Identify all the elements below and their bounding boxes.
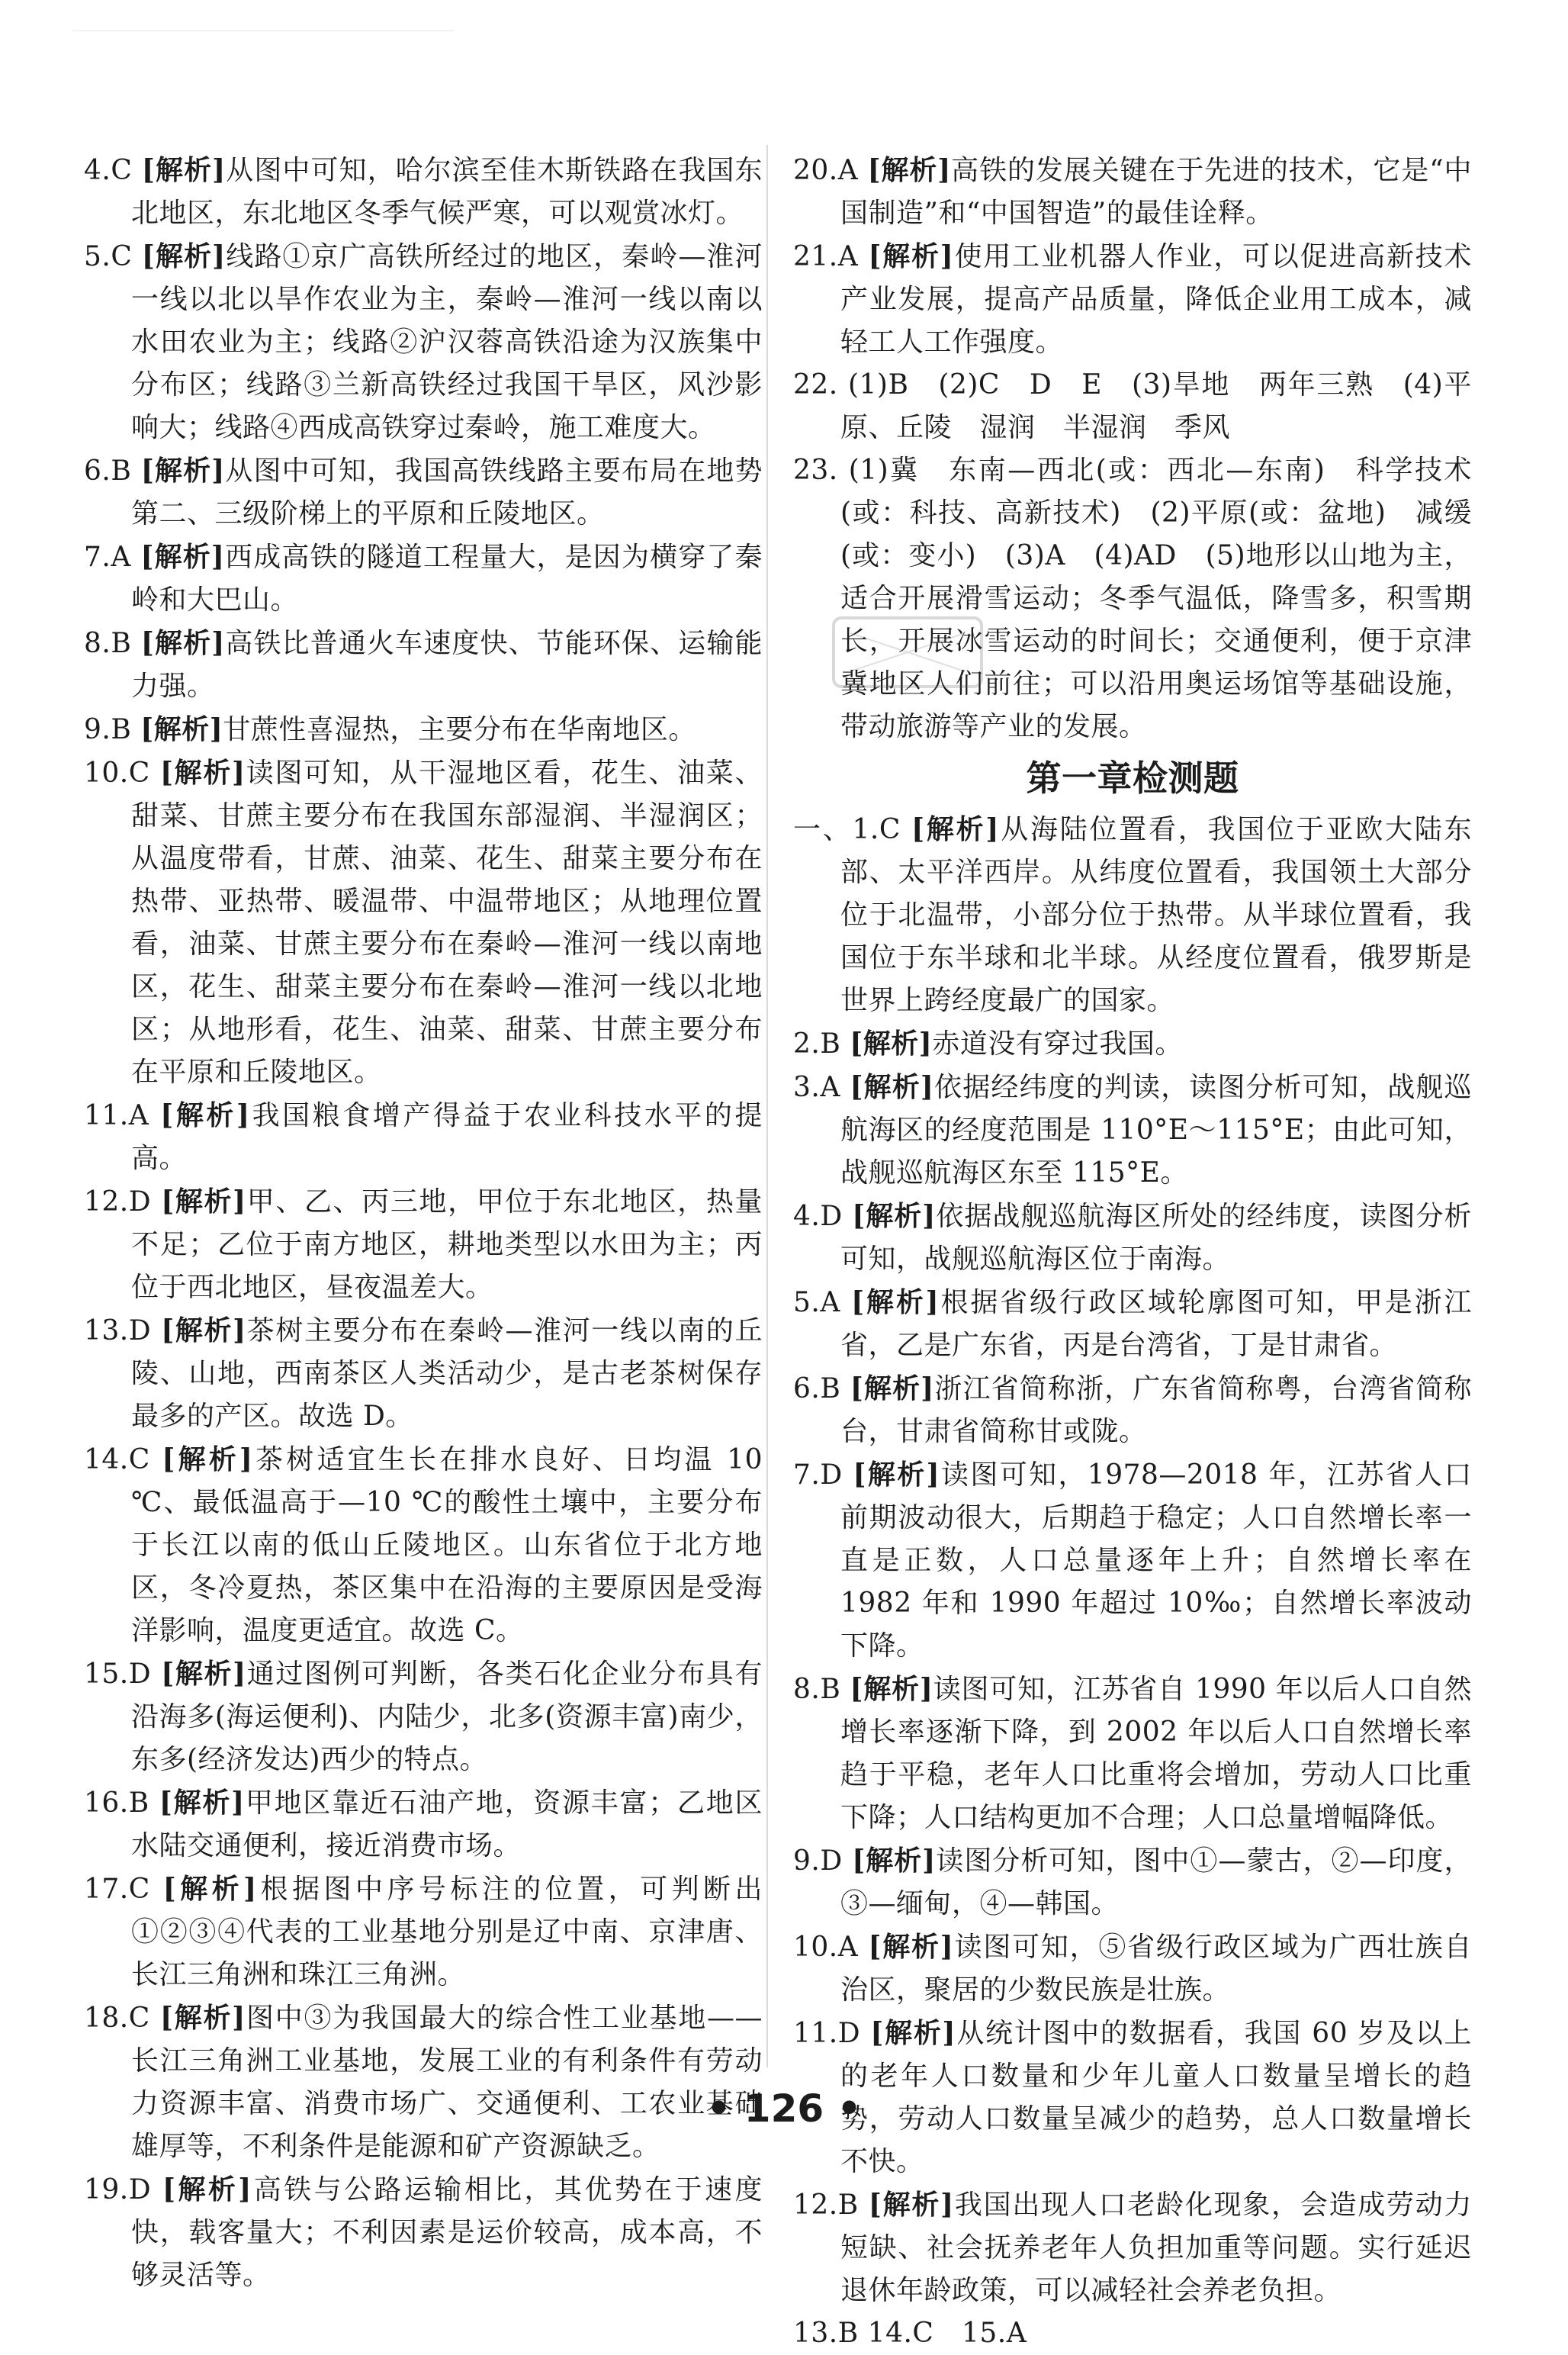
answer-item [793, 1839, 1472, 1926]
answer-text: 从统计图中的数据看，我国 60 岁及以上的老年人口数量和少年儿童人口数量呈增长的趋势，劳动人口数量呈减少的趋势，总人口数量增长不快。 [840, 2018, 1472, 2177]
analysis-tag: [解析] [852, 1845, 936, 1877]
answer-number: 15.D [84, 1658, 152, 1690]
answer-text: 依据经纬度的判读，读图分析可知，战舰巡航海区的经度范围是 110°E～115°E；由此可知，战舰巡航海区东至 115°E。 [840, 1072, 1472, 1189]
answer-text: 根据图中序号标注的位置，可判断出①②③④代表的工业基地分别是辽中南、京津唐、长江三角洲和珠江三角洲。 [131, 1874, 763, 1990]
answer-number: 4.C [84, 155, 133, 186]
answer-number: 一、1.C [793, 814, 901, 845]
answer-number: 6.B [793, 1373, 841, 1404]
analysis-tag: [解析] [850, 1028, 933, 1060]
right-column [793, 149, 1472, 2355]
answer-item [793, 449, 1472, 748]
answer-item [84, 1180, 763, 1309]
answer-text: 从图中可知，哈尔滨至佳木斯铁路在我国东北地区，东北地区冬季气候严寒，可以观赏冰灯。 [131, 155, 763, 229]
analysis-tag: [解析] [162, 2173, 252, 2205]
answer-number: 5.C [84, 241, 133, 272]
answer-number: 6.B [84, 455, 132, 487]
answer-number: 22. [793, 369, 838, 401]
answer-text: 根据省级行政区域轮廓图可知，甲是浙江省，乙是广东省，丙是台湾省，丁是甘肃省。 [840, 1287, 1472, 1361]
answer-number: 23. [793, 455, 838, 486]
answer-text: 依据战舰巡航海区所处的经纬度，读图分析可知，战舰巡航海区位于南海。 [840, 1201, 1472, 1275]
answer-text: 读图可知，⑤省级行政区域为广西壮族自治区，聚居的少数民族是壮族。 [840, 1932, 1472, 2006]
analysis-tag: [解析] [868, 2189, 954, 2221]
answer-number: 17.C [84, 1874, 150, 1905]
answer-number: 12.D [84, 1186, 152, 1218]
answer-item [84, 1438, 763, 1652]
answer-number: 5.A [793, 1287, 840, 1318]
answer-text: 读图可知，1978—2018 年，江苏省人口前期波动很大，后期趋于稳定；人口自然增长率一直是正数，人口总量逐年上升；自然增长率在 1982 年和 1990 年超过 10‰；自然增长率波动下降。 [840, 1459, 1472, 1662]
answer-item [793, 1281, 1472, 1367]
left-column [84, 149, 763, 2297]
answer-number: 11.D [793, 2018, 861, 2049]
answer-text: 线路①京广高铁所经过的地区，秦岭—淮河一线以北以旱作农业为主，秦岭—淮河一线以南以水田农业为主；线路②沪汉蓉高铁沿途为汉族集中分布区；线路③兰新高铁经过我国干旱区，风沙影响大；线路④西成高铁穿过秦岭，施工难度大。 [131, 241, 763, 443]
analysis-tag: [解析] [160, 2002, 246, 2034]
answer-text: 高铁与公路运输相比，其优势在于速度快，载客量大；不利因素是运价较高，成本高，不够灵活等。 [131, 2174, 763, 2291]
section-title: 第一章检测题 [1026, 758, 1239, 799]
watermark-stamp-icon [827, 610, 988, 694]
analysis-tag: [解析] [850, 1071, 934, 1103]
answer-text: 甲地区靠近石油产地，资源丰富；乙地区水陆交通便利，接近消费市场。 [131, 1787, 763, 1861]
answer-item [84, 708, 763, 751]
answer-text: 高铁比普通火车速度快、节能环保、运输能力强。 [131, 628, 763, 702]
answer-item [793, 1668, 1472, 1839]
answer-text: (1)B (2)C D E (3)旱地 两年三熟 (4)平原、丘陵 湿润 半湿润 季风 [840, 369, 1472, 443]
answer-text: (1)冀 东南—西北(或：西北—东南) 科学技术(或：科技、高新技术) (2)平原(或：盆地) 减缓(或：变小) (3)A (4)AD (5)地形以山地为主，适合开展滑雪运动；冬季气温低，降雪多，积雪期长，开展冰雪运动的时间长；交通便利，便于京津冀地区人们前往；可以沿用奥运场馆等基础设施，带动旅游等产业的发展。 [840, 455, 1472, 742]
answer-item [793, 1926, 1472, 2012]
answer-text: 从海陆位置看，我国位于亚欧大陆东部、太平洋西岸。从纬度位置看，我国领土大部分位于北温带，小部分位于热带。从半球位置看，我国位于东半球和北半球。从经度位置看，俄罗斯是世界上跨经度最广的国家。 [840, 814, 1472, 1016]
analysis-tag: [解析] [868, 1931, 954, 1963]
answer-number: 8.B [84, 628, 132, 659]
answer-item [793, 364, 1472, 449]
answer-item [84, 235, 763, 449]
analysis-tag: [解析] [161, 1658, 246, 1690]
answer-item [84, 1094, 763, 1180]
answer-number: 9.B [84, 714, 132, 745]
column-divider [766, 145, 768, 2067]
answer-number: 2.B [793, 1028, 841, 1060]
answer-text: 通过图例可判断，各类石化企业分布具有沿海多(海运便利)、内陆少，北多(资源丰富)南少，东多(经济发达)西少的特点。 [131, 1658, 763, 1775]
answer-number: 8.B [793, 1674, 841, 1705]
analysis-tag: [解析] [868, 240, 954, 272]
answer-text: 14.C 15.A [867, 2318, 1027, 2349]
answer-text: 茶树主要分布在秦岭—淮河一线以南的丘陵、山地，西南茶区人类活动少，是古老茶树保存最多的产区。故选 D。 [131, 1315, 763, 1432]
analysis-tag: [解析] [851, 1286, 940, 1318]
answer-text: 我国粮食增产得益于农业科技水平的提高。 [131, 1100, 763, 1174]
answer-number: 21.A [793, 241, 859, 272]
answer-number: 9.D [793, 1845, 843, 1877]
analysis-tag: [解析] [852, 1200, 936, 1232]
analysis-tag: [解析] [140, 455, 225, 487]
analysis-tag: [解析] [162, 1873, 257, 1905]
answer-number: 19.D [84, 2174, 152, 2205]
answer-number: 4.D [793, 1201, 843, 1232]
answer-item [793, 808, 1472, 1022]
answer-item [84, 1309, 763, 1438]
answer-item [793, 1022, 1472, 1066]
analysis-tag: [解析] [870, 2017, 956, 2049]
analysis-tag: [解析] [850, 1372, 934, 1404]
answer-text: 高铁的发展关键在于先进的技术，它是“中国制造”和“中国智造”的最佳诠释。 [840, 155, 1472, 229]
answer-item [793, 1066, 1472, 1195]
analysis-tag: [解析] [161, 1186, 246, 1218]
answer-number: 13.D [84, 1315, 152, 1346]
analysis-tag: [解析] [911, 813, 999, 845]
analysis-tag: [解析] [159, 1787, 245, 1819]
answer-number: 7.A [84, 542, 131, 573]
answer-item [793, 1195, 1472, 1281]
answer-text: 从图中可知，我国高铁线路主要布局在地势第二、三级阶梯上的平原和丘陵地区。 [131, 455, 763, 529]
answer-number: 13.B [793, 2318, 859, 2349]
answer-text: 使用工业机器人作业，可以促进高新技术产业发展，提高产品质量，降低企业用工成本，减轻工人工作强度。 [840, 241, 1472, 358]
analysis-tag: [解析] [140, 627, 225, 659]
answer-item [793, 1453, 1472, 1668]
answer-item [84, 1996, 763, 2168]
answer-number: 10.A [793, 1932, 859, 1963]
answer-text: 甲、乙、丙三地，甲位于东北地区，热量不足；乙位于南方地区，耕地类型以水田为主；丙位于西北地区，昼夜温差大。 [131, 1186, 763, 1303]
answer-item [793, 235, 1472, 364]
answer-number: 14.C [84, 1444, 150, 1475]
analysis-tag: [解析] [867, 154, 951, 186]
answer-item [793, 2312, 1472, 2355]
answer-item [793, 149, 1472, 235]
analysis-tag: [解析] [141, 240, 226, 272]
analysis-tag: [解析] [850, 1673, 933, 1705]
analysis-tag: [解析] [141, 154, 226, 186]
answer-number: 20.A [793, 155, 859, 186]
analysis-tag: [解析] [159, 757, 246, 789]
answer-number: 3.A [793, 1072, 840, 1103]
answer-number: 11.A [84, 1100, 149, 1131]
answer-text: 读图可知，江苏省自 1990 年以后人口自然增长率逐渐下降，到 2002 年以后人口自然增长率趋于平稳，老年人口比重将会增加，劳动人口比重下降；人口结构更加不合理；人口总量增幅降低。 [840, 1674, 1472, 1833]
analysis-tag: [解析] [160, 1099, 250, 1131]
answer-item [84, 751, 763, 1094]
answer-item [84, 1781, 763, 1868]
answer-item [793, 1367, 1472, 1453]
answer-text: 西成高铁的隧道工程量大，是因为横穿了秦岭和大巴山。 [131, 542, 763, 616]
answer-item [84, 1868, 763, 1996]
answer-number: 10.C [84, 758, 150, 789]
answer-text: 图中③为我国最大的综合性工业基地——长江三角洲工业基地，发展工业的有利条件有劳动力资源丰富、消费市场广、交通便利、工农业基础雄厚等，不利条件是能源和矿产资源缺乏。 [131, 2003, 763, 2162]
analysis-tag: [解析] [161, 1314, 246, 1346]
answer-text: 茶树适宜生长在排水良好、日均温 10 ℃、最低温高于—10 ℃的酸性土壤中，主要分布于长江以南的低山丘陵地区。山东省位于北方地区，冬冷夏热，茶区集中在沿海的主要原因是受海洋影响，温度更适宜。故选 C。 [131, 1444, 763, 1646]
answer-item [793, 2183, 1472, 2312]
answer-text: 赤道没有穿过我国。 [932, 1028, 1183, 1060]
answer-text: 我国出现人口老龄化现象，会造成劳动力短缺、社会抚养老年人负担加重等问题。实行延迟退休年龄政策，可以减轻社会养老负担。 [840, 2189, 1472, 2306]
answer-number: 16.B [84, 1787, 149, 1819]
answer-number: 18.C [84, 2003, 150, 2034]
analysis-tag: [解析] [162, 1443, 253, 1475]
page-number: • 126 • [706, 2086, 862, 2131]
analysis-tag: [解析] [853, 1459, 940, 1491]
answer-text: 读图分析可知，图中①—蒙古，②—印度，③—缅甸，④—韩国。 [840, 1845, 1472, 1919]
answer-item [84, 1652, 763, 1781]
answer-number: 7.D [793, 1459, 843, 1491]
answer-item [84, 149, 763, 235]
answer-text: 浙江省简称浙，广东省简称粤，台湾省简称台，甘肃省简称甘或陇。 [840, 1373, 1472, 1447]
answer-item [84, 622, 763, 708]
analysis-tag: [解析] [140, 541, 225, 573]
answer-item [84, 449, 763, 536]
analysis-tag: [解析] [140, 713, 223, 745]
answer-number: 12.B [793, 2189, 859, 2221]
answer-item [84, 536, 763, 622]
answer-text: 读图可知，从干湿地区看，花生、油菜、甜菜、甘蔗主要分布在我国东部湿润、半湿润区；从温度带看，甘蔗、油菜、花生、甜菜主要分布在热带、亚热带、暖温带、中温带地区；从地理位置看，油菜、甘蔗主要分布在秦岭—淮河一线以南地区，花生、甜菜主要分布在秦岭—淮河一线以北地区；从地形看，花生、油菜、甜菜、甘蔗主要分布在平原和丘陵地区。 [131, 758, 763, 1088]
answer-text: 甘蔗性喜湿热，主要分布在华南地区。 [223, 714, 696, 745]
